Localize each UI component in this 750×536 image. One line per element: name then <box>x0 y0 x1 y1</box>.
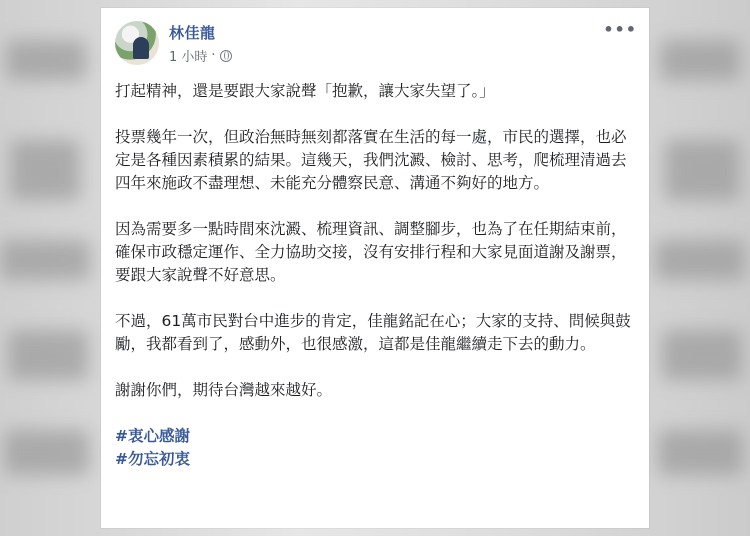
post-paragraph: 打起精神，還是要跟大家說聲「抱歉，讓大家失望了。」 <box>115 82 495 100</box>
facebook-post-card <box>101 8 649 528</box>
author-avatar[interactable] <box>115 21 159 65</box>
post-paragraph: 謝謝你們，期待台灣越來越好。 <box>115 381 333 399</box>
post-timestamp[interactable]: 1 小時 <box>169 50 208 65</box>
post-paragraph: 因為需要多一點時間來沈澱、梳理資訊、調整腳步，也為了在任期結束前，確保市政穩定運作、全力協助交接，沒有安排行程和大家見面道謝及謝票，要跟大家說聲不好意思。 <box>115 220 627 284</box>
more-options-icon[interactable]: ••• <box>603 20 637 39</box>
hashtag-link[interactable]: #衷心感謝 <box>115 427 190 445</box>
post-paragraph: 不過，61萬市民對台中進步的肯定，佳龍銘記在心；大家的支持、問候與鼓勵，我都看到了，感動外，也很感激，這都是佳龍繼續走下去的動力。 <box>115 312 631 353</box>
post-paragraph: 投票幾年一次，但政治無時無刻都落實在生活的每一處，市民的選擇，也必定是各種因素積累的結果。這幾天，我們沈澱、檢討、思考，爬梳理清過去四年來施政不盡理想、未能充分體察民意、溝通不夠好的地方。 <box>115 128 627 192</box>
author-name-link[interactable]: 林佳龍 <box>169 24 216 42</box>
meta-separator: · <box>211 48 216 63</box>
post-meta <box>169 46 232 65</box>
globe-icon[interactable] <box>220 50 232 62</box>
post-header <box>101 8 649 72</box>
post-body <box>115 80 635 471</box>
hashtag-link[interactable]: #勿忘初衷 <box>115 450 190 468</box>
hashtag-list <box>115 425 635 471</box>
